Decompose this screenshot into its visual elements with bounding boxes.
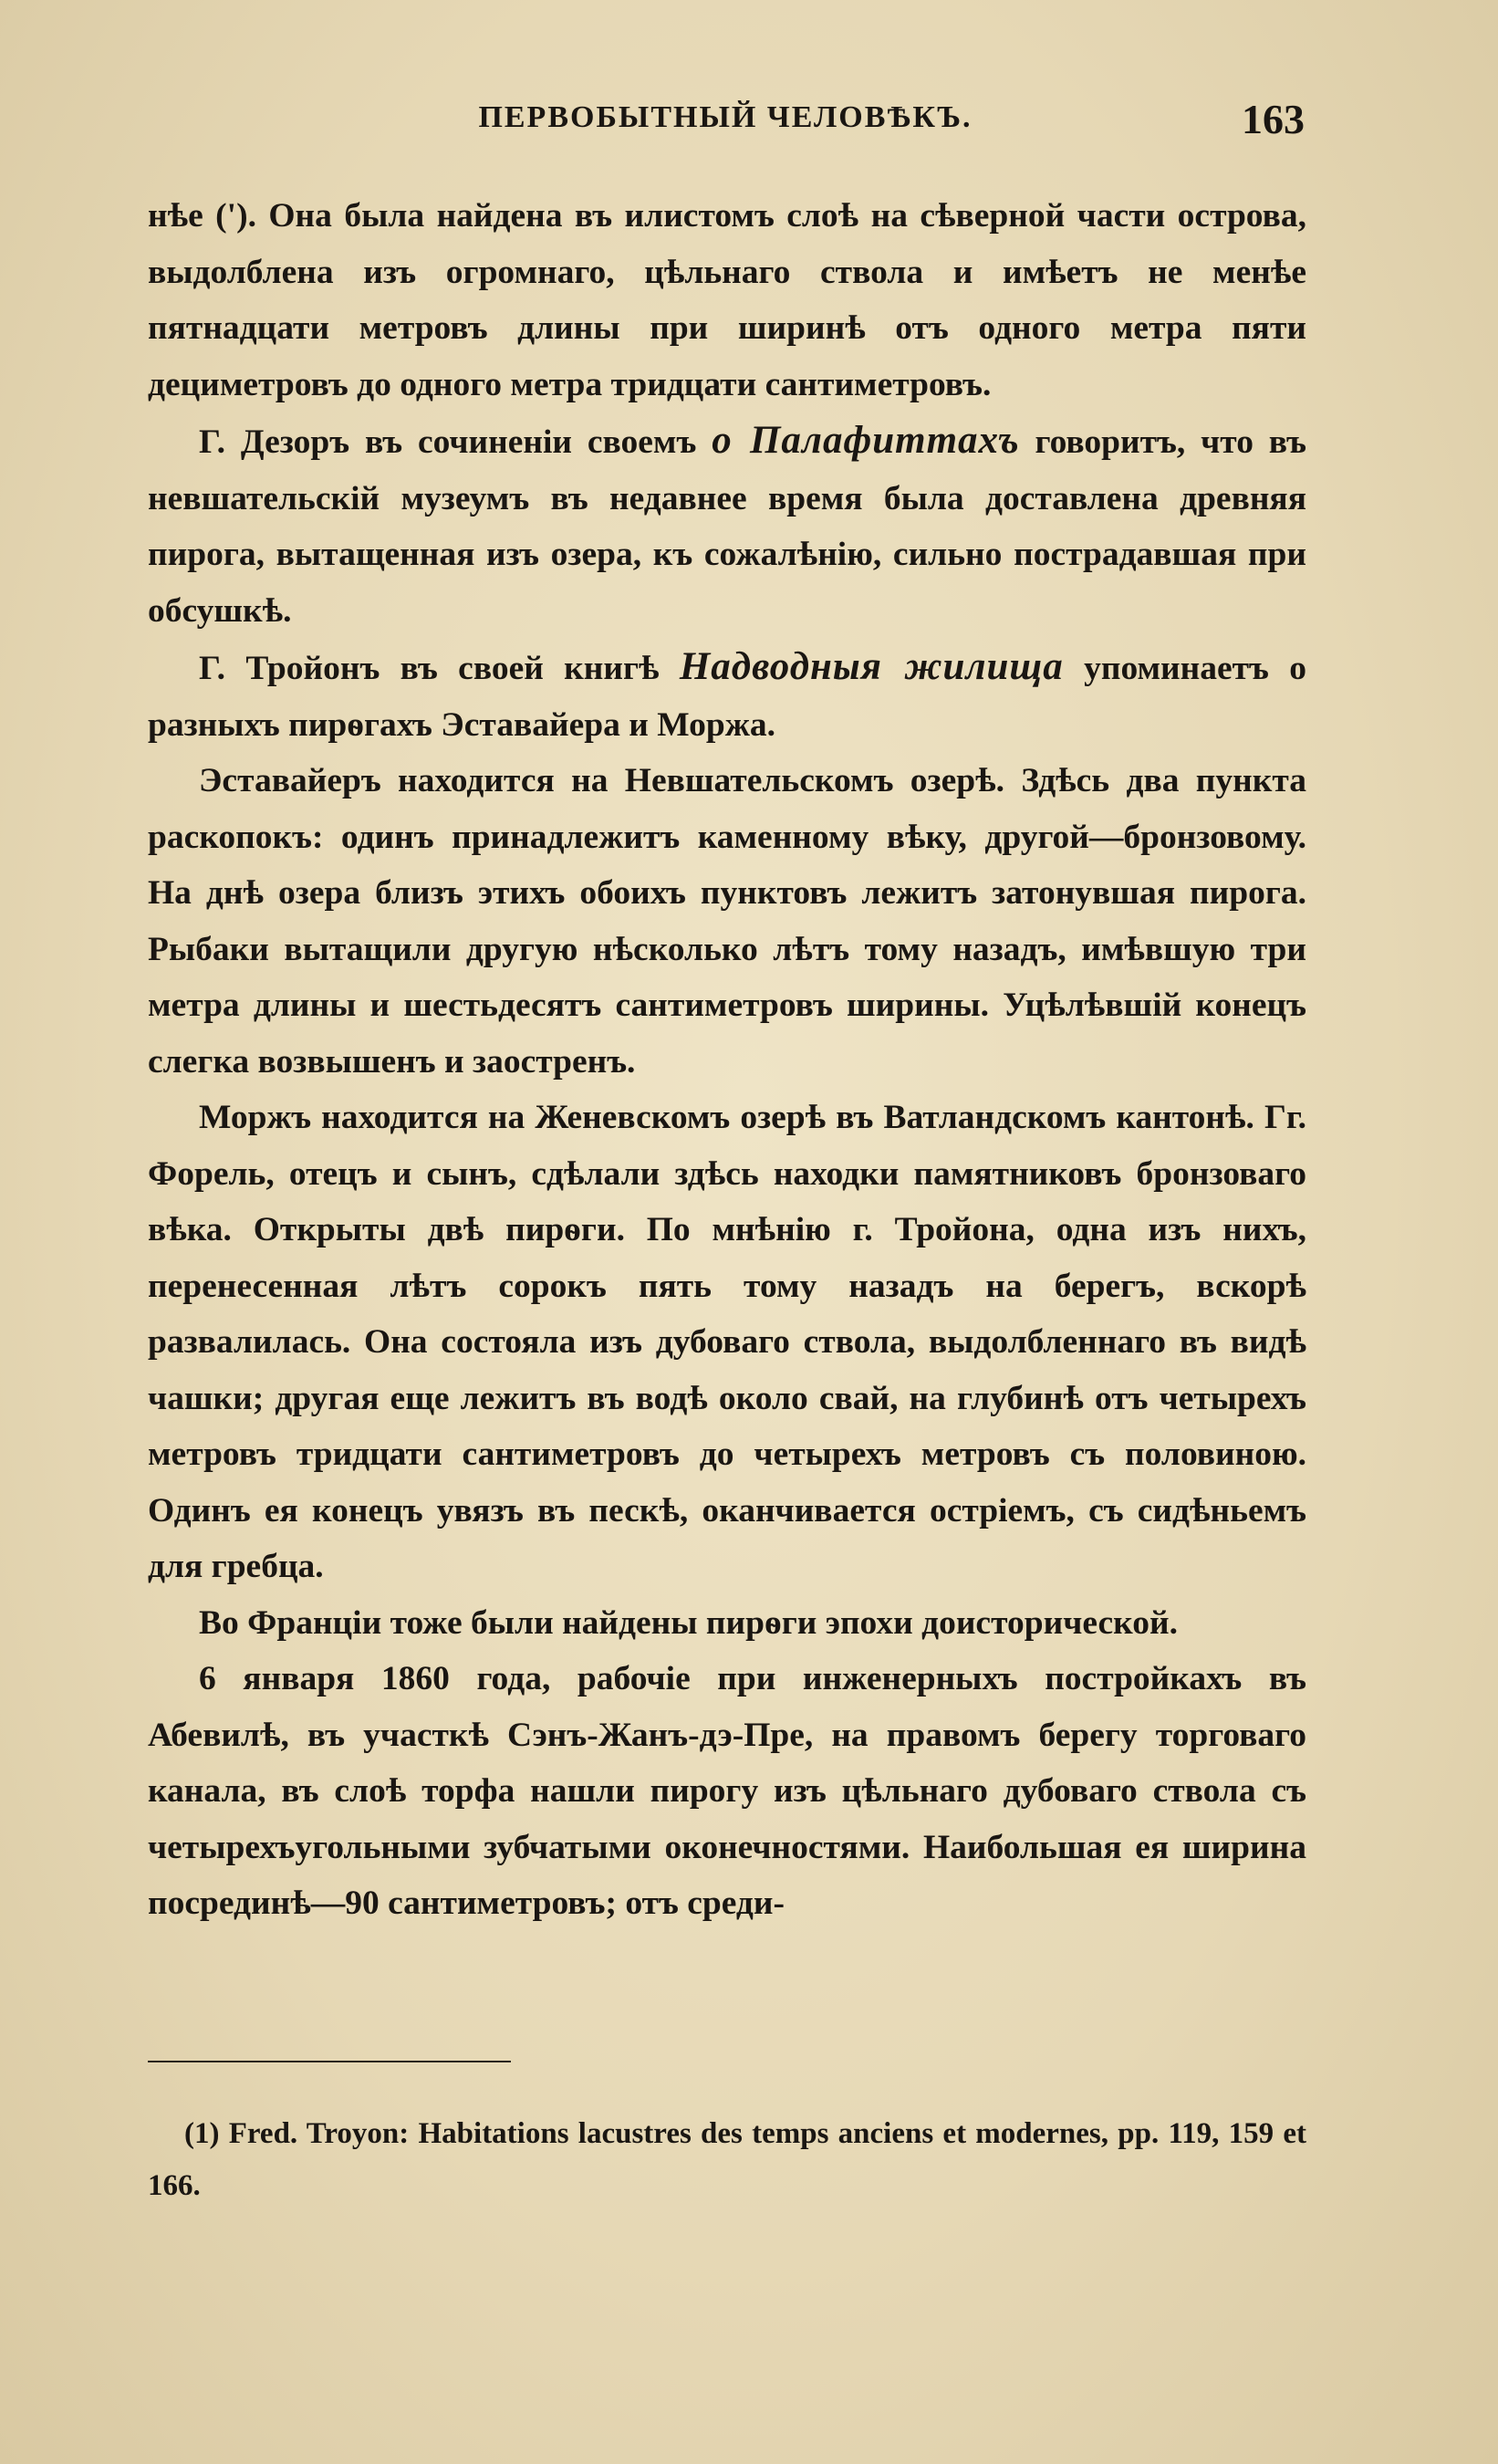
page-header: [146, 95, 1305, 150]
text-run: Во Франціи тоже были найдены пирѳги эпохи доисторической.: [199, 1603, 1178, 1642]
italic-title: о Палафиттахъ: [712, 419, 1020, 462]
paragraph: [148, 1595, 1306, 1652]
text-run: нѣе ('). Она была найдена въ илистомъ слоѣ на сѣверной части острова, выдолблена изъ огромнаго, цѣльнаго ствола и имѣетъ не менѣе пятнадцати метровъ длины при ширинѣ отъ одного метра пяти дециметровъ до одного метра тридцати сантиметровъ.: [148, 197, 1306, 403]
paragraph: [148, 1651, 1306, 1932]
footnote: [148, 2108, 1306, 2212]
paragraph: [148, 1090, 1306, 1595]
text-run: Г. Тройонъ въ своей книгѣ: [199, 650, 680, 687]
italic-title: Надводныя жилища: [679, 645, 1064, 688]
text-run: Эставайеръ находится на Невшательскомъ озерѣ. Здѣсь два пункта раскопокъ: одинъ принадлежитъ каменному вѣку, другой—бронзовому. На днѣ озера близъ этихъ обоихъ пунктовъ лежитъ затонувшая пирога. Рыбаки вытащили другую нѣсколько лѣтъ тому назадъ, имѣвшую три метра длины и шестьдесятъ сантиметровъ ширины. Уцѣлѣвшій конецъ слегка возвышенъ и заостренъ.: [148, 762, 1306, 1081]
paragraph: [148, 639, 1306, 753]
text-run: Моржъ находится на Женевскомъ озерѣ въ Ватландскомъ кантонѣ. Гг. Форель, отецъ и сынъ, сдѣлали здѣсь находки памятниковъ бронзоваго вѣка. Открыты двѣ пирѳги. По мнѣнію г. Тройона, одна изъ нихъ, перенесенная лѣтъ сорокъ пять тому назадъ на берегъ, вскорѣ развалилась. Она состояла изъ дубоваго ствола, выдолбленнаго въ видѣ чашки; другая еще лежитъ въ водѣ около свай, на глубинѣ отъ четырехъ метровъ тридцати сантиметровъ до четырехъ метровъ съ половиною. Одинъ ея конецъ увязъ въ пескѣ, оканчивается остріемъ, съ сидѣньемъ для гребца.: [148, 1099, 1306, 1585]
footnote-text: (1) Fred. Troyon: Habitations lacustres des temps anciens et modernes, pp. 119, 159 et 166.: [148, 2117, 1306, 2202]
text-run: упоминаетъ о разныхъ пирѳгахъ Эставайера и Моржа.: [148, 650, 1306, 744]
text-run: 6 января 1860 года, рабочіе при инженерныхъ постройкахъ въ Абевилѣ, въ участкѣ Сэнъ-Жанъ-дэ-Пре, на правомъ берегу торговаго канала, въ слоѣ торфа нашли пирогу изъ цѣльнаго дубоваго ствола съ четырехъугольными зубчатыми оконечностями. Наибольшая ея ширина посрединѣ—90 сантиметровъ; отъ среди-: [148, 1660, 1306, 1922]
running-head: ПЕРВОБЫТНЫЙ ЧЕЛОВѢКЪ.: [478, 100, 973, 134]
footnote-separator: [148, 2061, 511, 2062]
paragraph: [148, 412, 1306, 639]
text-run: Г. Дезоръ въ сочиненіи своемъ: [199, 423, 713, 461]
paragraph: [148, 753, 1306, 1090]
text-run: говоритъ, что въ невшательскій музеумъ въ недавнее время была доставлена древняя пирога, вытащенная изъ озера, къ сожалѣнію, сильно пострадавшая при обсушкѣ.: [148, 423, 1306, 630]
paragraph: [148, 188, 1306, 412]
main-text: [148, 188, 1306, 1932]
page-number: 163: [1242, 96, 1305, 142]
